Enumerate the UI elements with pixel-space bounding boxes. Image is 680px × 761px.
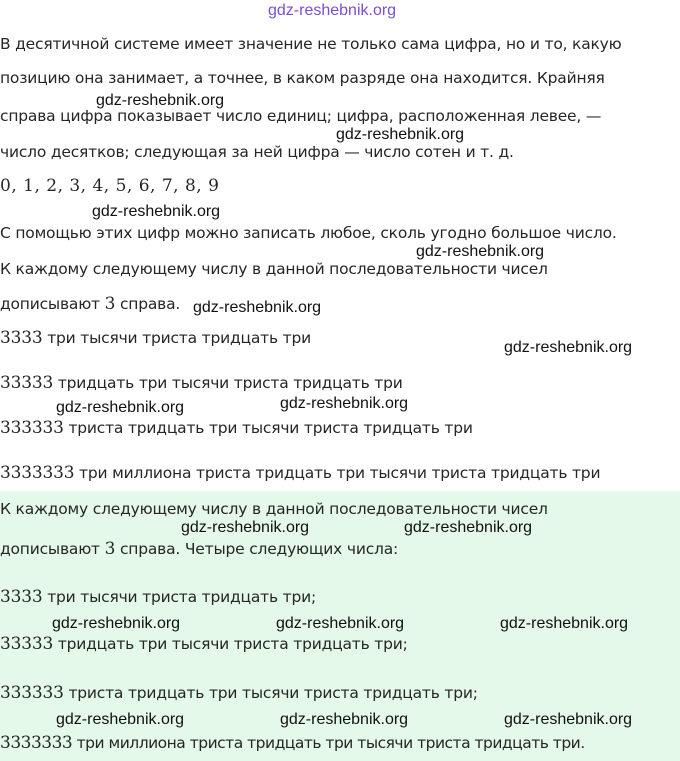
answer-number: 33333 bbox=[0, 634, 54, 654]
watermark: gdz-reshebnik.org bbox=[416, 243, 545, 260]
watermark: gdz-reshebnik.org bbox=[96, 92, 225, 109]
sequence-number: 333333 bbox=[0, 418, 64, 438]
watermark: gdz-reshebnik.org bbox=[280, 711, 409, 728]
sequence-number: 3333333 bbox=[0, 463, 75, 483]
answer-number: 333333 bbox=[0, 683, 64, 703]
answer-item bbox=[0, 587, 316, 607]
watermark-top: gdz-reshebnik.org bbox=[268, 2, 397, 19]
sequence-words: три тысячи триста тридцать три bbox=[47, 329, 312, 347]
explanation-line: число десятков; следующая за ней цифра — число сотен и т. д. bbox=[0, 143, 514, 161]
sequence-words: триста тридцать три тысячи триста тридцать три bbox=[68, 419, 473, 437]
watermark: gdz-reshebnik.org bbox=[193, 299, 322, 316]
sequence-words: тридцать три тысячи триста тридцать три bbox=[57, 374, 403, 392]
any-number-text: С помощью этих цифр можно записать любое, сколь угодно большое число. bbox=[0, 224, 617, 242]
answer-line: К каждому следующему числу в данной последовательности чисел bbox=[0, 500, 548, 518]
explanation-line: В десятичной системе имеет значение не только сама цифра, но и то, какую bbox=[0, 35, 622, 53]
sequence-number: 33333 bbox=[0, 373, 54, 393]
answer-item bbox=[0, 634, 408, 654]
watermark: gdz-reshebnik.org bbox=[336, 126, 465, 143]
task-line: дописывают 3 справа. bbox=[0, 294, 181, 314]
digit-three: 3 bbox=[104, 539, 116, 559]
sequence-item bbox=[0, 463, 600, 483]
answer-number: 3333 bbox=[0, 587, 43, 607]
watermark: gdz-reshebnik.org bbox=[52, 615, 181, 632]
answer-words: триста тридцать три тысячи триста тридцать три; bbox=[68, 684, 478, 702]
sequence-item bbox=[0, 373, 403, 393]
digits-list: 0, 1, 2, 3, 4, 5, 6, 7, 8, 9 bbox=[0, 176, 220, 196]
answer-number: 3333333 bbox=[0, 733, 73, 753]
explanation-line: справа цифра показывает число единиц; цифра, расположенная левее, — bbox=[0, 107, 602, 125]
watermark: gdz-reshebnik.org bbox=[500, 615, 629, 632]
watermark: gdz-reshebnik.org bbox=[404, 519, 533, 536]
answer-words: тридцать три тысячи триста тридцать три; bbox=[57, 635, 408, 653]
watermark: gdz-reshebnik.org bbox=[181, 519, 310, 536]
watermark: gdz-reshebnik.org bbox=[56, 711, 185, 728]
answer-words: три тысячи триста тридцать три; bbox=[47, 588, 317, 606]
answer-item bbox=[0, 733, 585, 753]
watermark: gdz-reshebnik.org bbox=[280, 395, 409, 412]
watermark: gdz-reshebnik.org bbox=[504, 339, 633, 356]
sequence-item bbox=[0, 418, 473, 438]
sequence-item bbox=[0, 328, 311, 348]
task-line: К каждому следующему числу в данной последовательности чисел bbox=[0, 260, 548, 278]
sequence-words: три миллиона триста тридцать три тысячи триста тридцать три bbox=[79, 464, 601, 482]
watermark: gdz-reshebnik.org bbox=[92, 203, 221, 220]
digit-three: 3 bbox=[104, 294, 116, 314]
watermark: gdz-reshebnik.org bbox=[504, 711, 633, 728]
sequence-number: 3333 bbox=[0, 328, 43, 348]
watermark: gdz-reshebnik.org bbox=[276, 615, 405, 632]
answer-line: дописывают 3 справа. Четыре следующих числа: bbox=[0, 539, 399, 559]
answer-words: три миллиона триста тридцать три тысячи триста тридцать три. bbox=[76, 734, 585, 752]
answer-item bbox=[0, 683, 478, 703]
watermark: gdz-reshebnik.org bbox=[56, 399, 185, 416]
explanation-line: позицию она занимает, а точнее, в каком разряде она находится. Крайняя bbox=[0, 69, 605, 87]
